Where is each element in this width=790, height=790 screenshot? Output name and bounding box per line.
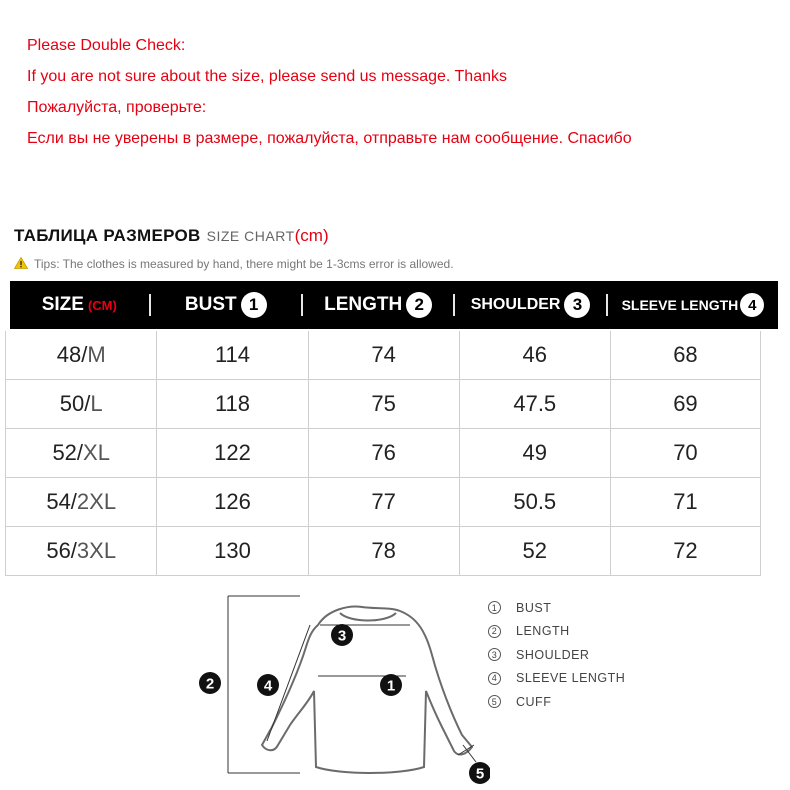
size-cell (6, 478, 157, 527)
legend-label: BUST (516, 600, 552, 615)
marker-3 (331, 624, 353, 646)
marker-1 (380, 674, 402, 696)
length-cell: 74 (308, 331, 459, 380)
garment-diagram (190, 585, 490, 790)
header-separator (301, 294, 303, 316)
size-number: 56/ (46, 538, 77, 563)
shoulder-cell: 49 (459, 429, 610, 478)
shoulder-cell: 46 (459, 331, 610, 380)
notice-line-4: Если вы не уверены в размере, пожалуйста, отправьте нам сообщение. Спасибо (27, 130, 632, 147)
marker-4-label: 4 (263, 677, 273, 695)
notice-line-3: Пожалуйста, проверьте: (27, 99, 207, 116)
header-separator (149, 294, 151, 316)
marker-5-label: 5 (475, 765, 485, 783)
tips-line (14, 257, 454, 271)
bust-cell: 118 (157, 380, 308, 429)
header-size-unit: (CM) (87, 297, 117, 313)
header-sleeve-label: SLEEVE LENGTH (621, 297, 739, 313)
legend-label: LENGTH (516, 624, 570, 639)
header-separator (453, 294, 455, 316)
size-cell (6, 429, 157, 478)
shoulder-cell: 50.5 (459, 478, 610, 527)
legend-number: 1 (488, 601, 501, 614)
header-shoulder-label: SHOULDER (470, 296, 561, 313)
length-cell: 77 (308, 478, 459, 527)
length-cell: 75 (308, 380, 459, 429)
header-sleeve-number: 4 (740, 293, 764, 317)
size-number: 50/ (59, 391, 91, 416)
size-cell (6, 380, 157, 429)
bust-cell: 126 (157, 478, 308, 527)
legend-item (488, 620, 625, 644)
size-number: 54/ (46, 489, 77, 514)
notice-line-2: If you are not sure about the size, please send us message. Thanks (27, 68, 507, 85)
size-letter: M (87, 342, 106, 367)
table-header (10, 281, 778, 329)
sleeve-cell: 69 (610, 380, 760, 429)
header-sleeve (608, 281, 778, 329)
sleeve-cell: 71 (610, 478, 760, 527)
bust-cell: 122 (157, 429, 308, 478)
shoulder-cell: 47.5 (459, 380, 610, 429)
title-unit: (cm) (294, 226, 329, 245)
size-number: 48/ (56, 342, 88, 367)
warning-icon (14, 257, 28, 269)
notice-line-1: Please Double Check: (27, 37, 186, 54)
marker-3-label: 3 (337, 627, 347, 645)
sleeve-cell: 70 (610, 429, 760, 478)
legend-number: 4 (488, 672, 501, 685)
size-table (5, 331, 761, 576)
size-letter: 2XL (76, 489, 117, 514)
bust-cell: 114 (157, 331, 308, 380)
table-row (6, 527, 761, 576)
legend-number: 2 (488, 625, 501, 638)
legend-item (488, 667, 625, 691)
header-size (10, 281, 149, 329)
sleeve-cell: 68 (610, 331, 760, 380)
size-number: 52/ (52, 440, 84, 465)
measurement-legend (488, 596, 625, 714)
legend-number: 3 (488, 648, 501, 661)
length-cell: 78 (308, 527, 459, 576)
marker-1-label: 1 (386, 677, 396, 695)
sweater-outline (262, 607, 472, 773)
header-length (303, 281, 453, 329)
tips-text: Tips: The clothes is measured by hand, there might be 1-3cms error is allowed. (34, 257, 454, 271)
size-cell (6, 331, 157, 380)
legend-item (488, 690, 625, 714)
header-bust (151, 281, 301, 329)
title-english: SIZE CHART (206, 228, 295, 244)
legend-number: 5 (488, 695, 501, 708)
header-length-label: LENGTH (324, 294, 403, 315)
size-letter: 3XL (76, 538, 117, 563)
table-row (6, 478, 761, 527)
size-letter: L (90, 391, 103, 416)
header-bust-number: 1 (241, 292, 267, 318)
bust-cell: 130 (157, 527, 308, 576)
size-chart-title (14, 226, 329, 246)
marker-2-label: 2 (205, 675, 215, 693)
size-cell (6, 527, 157, 576)
legend-item (488, 596, 625, 620)
sleeve-cell: 72 (610, 527, 760, 576)
legend-item (488, 643, 625, 667)
marker-4 (257, 674, 279, 696)
header-bust-label: BUST (184, 294, 237, 315)
shoulder-cell: 52 (459, 527, 610, 576)
header-size-label: SIZE (41, 294, 84, 315)
size-letter: XL (83, 440, 110, 465)
table-row (6, 380, 761, 429)
title-russian: ТАБЛИЦА РАЗМЕРОВ (14, 226, 201, 245)
header-shoulder (455, 281, 605, 329)
header-separator (606, 294, 608, 316)
marker-2 (199, 672, 221, 694)
marker-5 (469, 762, 490, 784)
table-row (6, 331, 761, 380)
legend-label: SHOULDER (516, 647, 590, 662)
header-shoulder-number: 3 (564, 292, 590, 318)
legend-label: SLEEVE LENGTH (516, 671, 626, 686)
header-length-number: 2 (406, 292, 432, 318)
legend-label: CUFF (516, 694, 552, 709)
table-row (6, 429, 761, 478)
length-cell: 76 (308, 429, 459, 478)
